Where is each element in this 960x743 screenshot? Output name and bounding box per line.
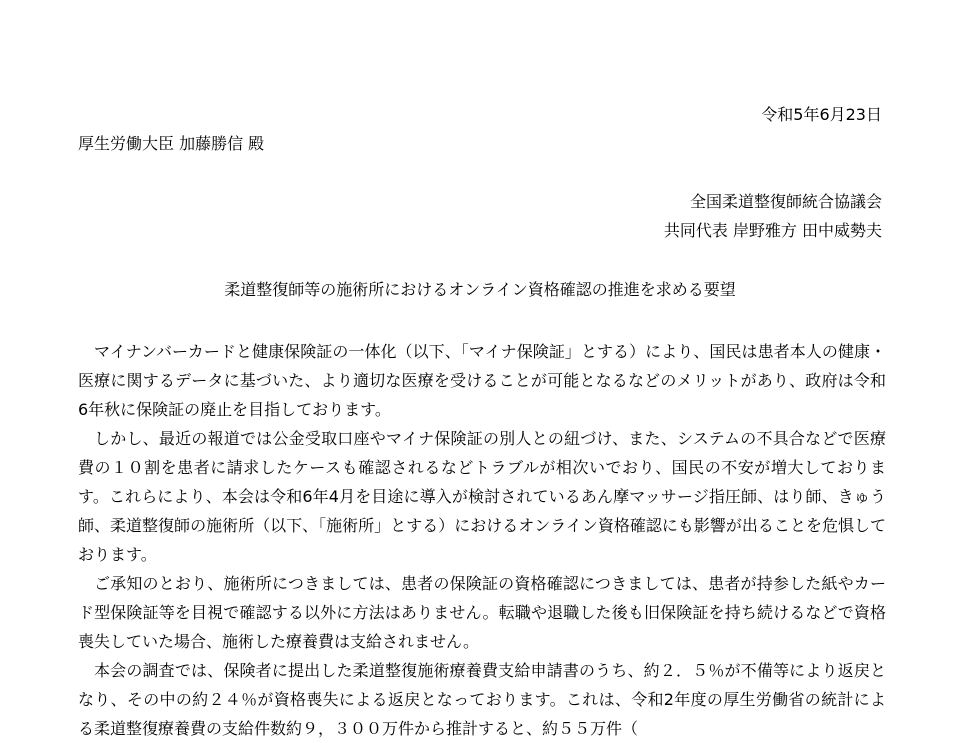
letter-body [78, 337, 886, 743]
letter-date: 令和5年6月23日 [761, 105, 882, 124]
body-paragraph: 本会の調査では、保険者に提出した柔道整復施術療養費支給申請書のうち、約２．５％が不備等により返戻となり、その中の約２４％が資格喪失による返戻となっております。これは、令和2年度の厚生労働省の統計による柔道整復療養費の支給件数約９，３００万件から推計すると、約５５万件（ [78, 661, 886, 738]
sender-organization: 全国柔道整復師統合協議会 [689, 192, 882, 211]
body-paragraph: しかし、最近の報道では公金受取口座やマイナ保険証の別人との紐づけ、また、システムの不具合などで医療費の１０割を患者に請求したケースも確認されるなどトラブルが相次いでおり、国民の不安が増大しております。これらにより、本会は令和6年4月を目途に導入が検討されているあん摩マッサージ指圧師、はり師、きゅう師、柔道整復師の施術所（以下、「施術所」とする）におけるオンライン資格確認にも影響が出ることを危惧しております。 [78, 429, 886, 564]
addressee: 厚生労働大臣 加藤勝信 殿 [78, 134, 265, 153]
body-paragraph: ご承知のとおり、施術所につきましては、患者の保険証の資格確認につきましては、患者が持参した紙やカード型保険証等を目視で確認する以外に方法はありません。転職や退職した後も旧保険証を持ち続けるなどで資格喪失していた場合、施術した療養費は支給されません。 [78, 574, 886, 651]
body-paragraph: マイナンバーカードと健康保険証の一体化（以下、「マイナ保険証」とする）により、国民は患者本人の健康・医療に関するデータに基づいた、より適切な医療を受けることが可能となるなどのメリットがあり、政府は令和6年秋に保険証の廃止を目指しております。 [78, 342, 886, 419]
sender-representatives: 共同代表 岸野雅方 田中威勢夫 [663, 221, 882, 240]
document-title: 柔道整復師等の施術所におけるオンライン資格確認の推進を求める要望 [224, 280, 736, 299]
